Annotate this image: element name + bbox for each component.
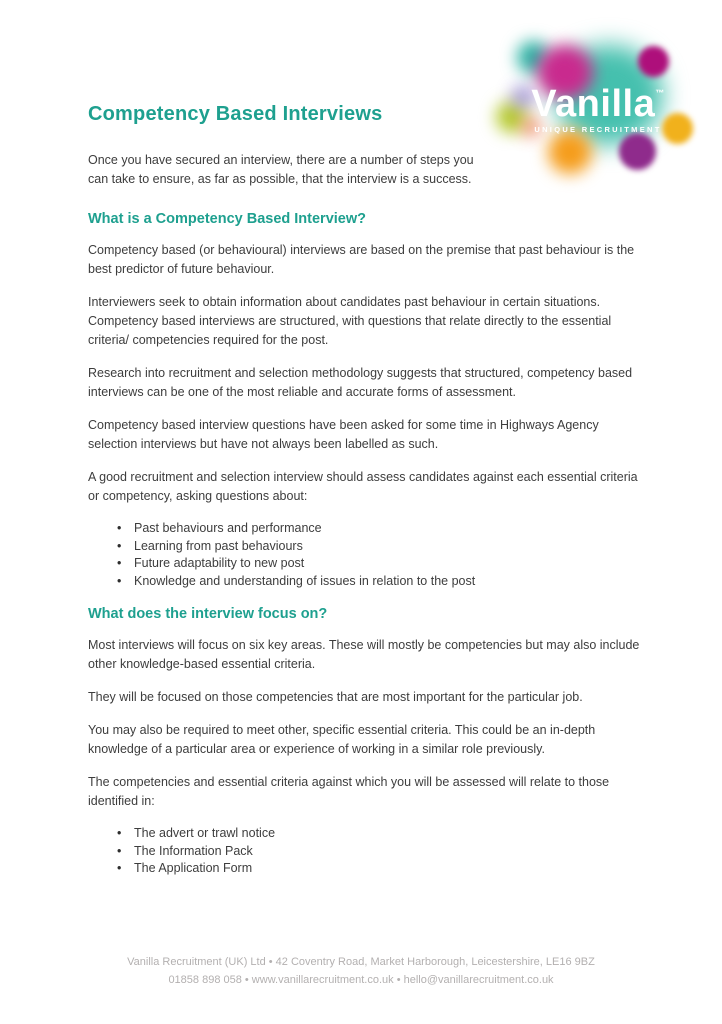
logo-tagline: UNIQUE RECRUITMENT [534,125,662,134]
logo-text [495,73,701,134]
paragraph: They will be focused on those competencies that are most important for the particular job. [88,690,583,704]
list-item: • Knowledge and understanding of issues in relation to the post [117,573,640,591]
logo-brand-name [495,73,701,124]
list-item: • Future adaptability to new post [117,555,640,573]
paragraph: You may also be required to meet other, specific essential criteria. This could be an in-depth knowledge of a particular area or experience of working in a similar role previously. [88,723,596,756]
logo-blob-purple [619,133,656,170]
trademark-symbol: ™ [655,88,665,98]
intro-paragraph: Once you have secured an interview, there are a number of steps you can take to ensure, as far as possible, that the interview is a success. [88,153,474,186]
paragraph: Interviewers seek to obtain information about candidates past behaviour in certain situations. Competency based interviews are structured, with questions that relate directly to the essential criteria/ competencies required for the post. [88,295,612,347]
logo-brand-label: Vanilla [531,83,656,125]
page-footer [0,954,722,989]
paragraph: Most interviews will focus on six key areas. These will mostly be competencies but may also include other knowledge-based essential criteria. [88,638,640,671]
list-item: • The Information Pack [117,843,640,861]
paragraph: Competency based (or behavioural) interviews are based on the premise that past behaviour is the best predictor of future behaviour. [88,243,635,276]
footer-address-line: Vanilla Recruitment (UK) Ltd • 42 Coventry Road, Market Harborough, Leicestershire, LE16 9BZ [127,956,595,968]
bullet-list-identified-in [88,825,640,878]
paragraph: A good recruitment and selection interview should assess candidates against each essential criteria or competency, asking questions about: [88,470,638,503]
list-item: • The Application Form [117,860,640,878]
paragraph: The competencies and essential criteria against which you will be assessed will relate to those identified in: [88,775,610,808]
list-item: • Past behaviours and performance [117,520,640,538]
page-title: Competency Based Interviews [88,103,383,125]
list-item: • The advert or trawl notice [117,825,640,843]
footer-contact-line: 01858 898 058 • www.vanillarecruitment.co.uk • hello@vanillarecruitment.co.uk [168,973,554,986]
logo-blob-orange [548,130,592,174]
bullet-list-assess-criteria [88,520,640,590]
section-heading-what-is: What is a Competency Based Interview? [88,211,366,227]
list-item: • Learning from past behaviours [117,538,640,556]
paragraph: Research into recruitment and selection methodology suggests that structured, competency based interviews can be one of the most reliable and accurate forms of assessment. [88,366,633,399]
paragraph: Competency based interview questions have been asked for some time in Highways Agency selection interviews but have not always been labelled as such. [88,418,599,451]
section-heading-focus: What does the interview focus on? [88,606,328,622]
document-content [88,103,640,894]
